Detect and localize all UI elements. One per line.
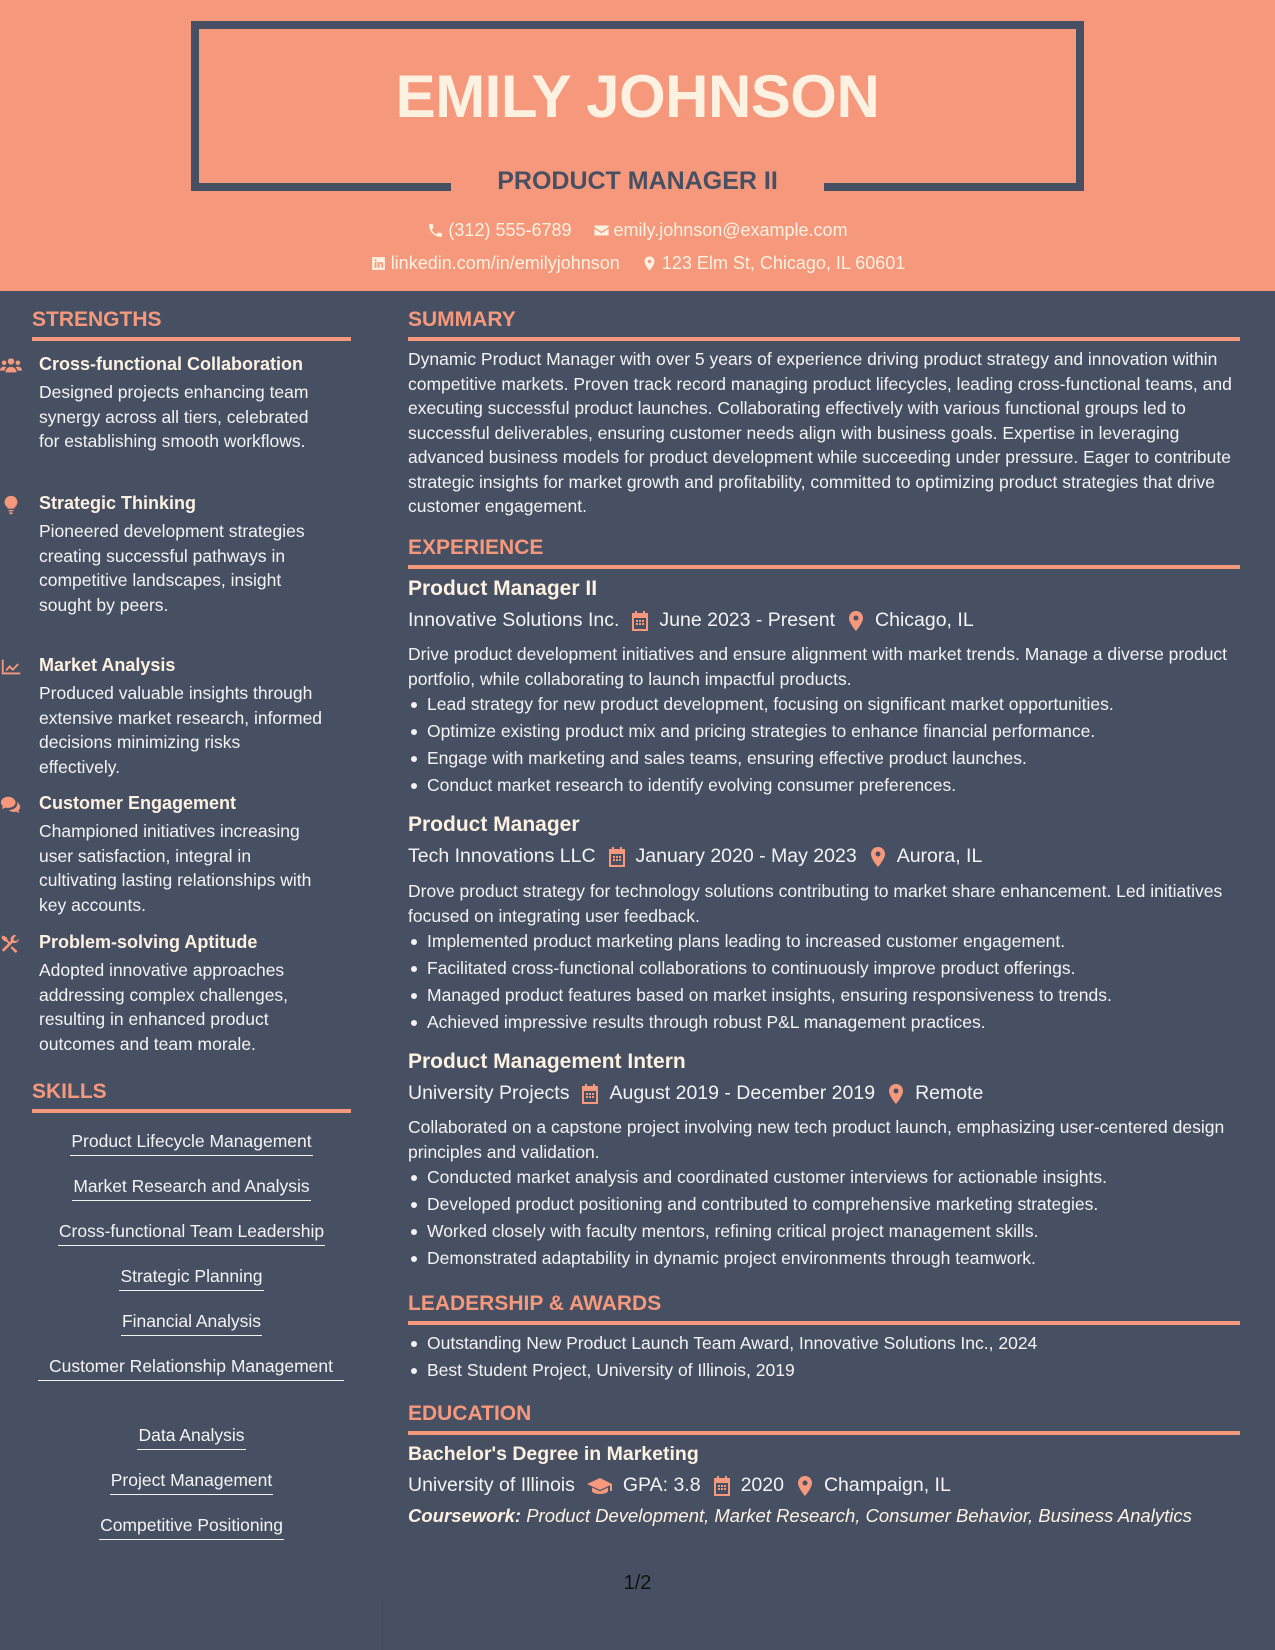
school-location: Champaign, IL [823,1474,951,1496]
list-item: Engage with marketing and sales teams, ensuring effective product launches. [408,746,1240,773]
linkedin-icon [370,255,387,272]
skill-item: Market Research and Analysis [32,1174,351,1201]
strength-title: Strategic Thinking [39,493,197,513]
company-name: University Projects [408,1082,570,1104]
calendar-icon [581,1084,599,1104]
job-meta [408,609,974,632]
job-bullets [408,692,1240,800]
awards-list [408,1331,1240,1385]
school-name: University of Illinois [408,1474,575,1496]
education-heading: EDUCATION [408,1402,1240,1435]
tools-icon [0,934,22,954]
experience-heading: EXPERIENCE [408,536,1240,569]
list-item: Implemented product marketing plans leading to increased customer engagement. [408,929,1240,956]
strength-title: Market Analysis [39,655,176,675]
job-description: Drive product development initiatives and ensure alignment with market trends. Manage a diverse product portfolio, while collaborating to launch impactful products. [408,644,1228,689]
job-location: Chicago, IL [875,609,974,631]
list-item: Worked closely with faculty mentors, refining critical project management skills. [408,1219,1240,1246]
calendar-icon [631,611,649,631]
list-item: Conduct market research to identify evolving consumer preferences. [408,773,1240,800]
graduation-cap-icon [587,1476,613,1496]
job-bullets [408,1165,1240,1273]
coursework-label: Coursework: [408,1505,522,1526]
phone-contact: (312) 555-6789 [427,220,571,241]
list-item: Achieved impressive results through robust P&L management practices. [408,1010,1240,1037]
coursework-list: Product Development, Market Research, Consumer Behavior, Business Analytics [526,1505,1192,1526]
job-dates: August 2019 - December 2019 [609,1082,876,1104]
strength-title: Problem-solving Aptitude [39,932,258,952]
company-name: Tech Innovations LLC [408,845,596,867]
list-item: Facilitated cross-functional collaborations to continuously improve product offerings. [408,956,1240,983]
job-location: Aurora, IL [896,845,983,867]
resume-header [0,0,1275,291]
strength-description: Designed projects enhancing team synergy across all tiers, celebrated for establishing smooth workflows. [39,382,309,451]
skill-item: Competitive Positioning [32,1513,351,1540]
list-item: Best Student Project, University of Illinois, 2019 [408,1358,1240,1385]
skill-item: Project Management [32,1468,351,1495]
list-item: Demonstrated adaptability in dynamic project environments through teamwork. [408,1246,1240,1273]
skill-item: Financial Analysis [32,1309,351,1336]
degree-title: Bachelor's Degree in Marketing [408,1443,699,1465]
strength-description: Pioneered development strategies creating successful pathways in competitive landscapes, insight sought by peers. [39,521,305,615]
strength-description: Championed initiatives increasing user satisfaction, integral in cultivating lasting relationships with key accounts. [39,821,312,915]
skills-heading: SKILLS [32,1080,351,1113]
job-title-heading: PRODUCT MANAGER II [497,167,778,195]
gpa: GPA: 3.8 [622,1474,701,1496]
phone-icon [427,222,444,239]
job-dates: January 2020 - May 2023 [635,845,857,867]
map-marker-icon [847,611,865,631]
education-meta [408,1474,951,1497]
address-contact: 123 Elm St, Chicago, IL 60601 [641,253,905,274]
email-contact[interactable]: emily.johnson@example.com [593,220,848,241]
list-item: Developed product positioning and contributed to comprehensive marketing strategies. [408,1192,1240,1219]
map-marker-icon [796,1476,814,1496]
page-number: 1/2 [623,1572,652,1594]
list-item: Lead strategy for new product development, focusing on significant market opportunities. [408,692,1240,719]
job-description: Collaborated on a capstone project involving new tech product launch, emphasizing user-centered design principles and validation. [408,1117,1225,1162]
job-position: Product Manager II [408,577,598,600]
linkedin-contact[interactable]: linkedin.com/in/emilyjohnson [370,253,620,274]
chart-line-icon [0,657,22,677]
envelope-icon [593,222,610,239]
graduation-year: 2020 [740,1474,784,1496]
job-location: Remote [915,1082,984,1104]
list-item: Conducted market analysis and coordinated customer interviews for actionable insights. [408,1165,1240,1192]
strength-description: Adopted innovative approaches addressing complex challenges, resulting in enhanced product outcomes and team morale. [39,960,289,1054]
strength-title: Cross-functional Collaboration [39,354,304,374]
calendar-icon [608,847,626,867]
job-meta [408,845,982,868]
candidate-name: EMILY JOHNSON [395,63,880,130]
coursework [408,1504,1208,1529]
job-dates: June 2023 - Present [659,609,836,631]
strengths-heading: STRENGTHS [32,308,351,341]
job-position: Product Management Intern [408,1050,686,1073]
calendar-icon [713,1476,731,1496]
skill-item: Data Analysis [32,1423,351,1450]
list-item: Managed product features based on market insights, ensuring responsiveness to trends. [408,983,1240,1010]
skill-item: Cross-functional Team Leadership [32,1219,351,1246]
job-description: Drove product strategy for technology solutions contributing to market share enhancement. Led initiatives focused on integrating user feedback. [408,881,1223,926]
users-icon [0,356,22,376]
summary-text: Dynamic Product Manager with over 5 years of experience driving product strategy and innovation within competitive markets. Proven track record managing product lifecycles, leading cross-functional teams, and executing successful product launches. Collaborating effectively with various functional groups led to successful deliverables, ensuring customer needs align with business goals. Expertise in leveraging advanced business models for product development while succeeding under pressure. Eager to contribute strategic insights for market growth and profitability, committed to optimizing product strategies that drive customer engagement. [408,349,1232,516]
list-item: Outstanding New Product Launch Team Award, Innovative Solutions Inc., 2024 [408,1331,1240,1358]
strength-title: Customer Engagement [39,793,237,813]
skill-item: Strategic Planning [32,1264,351,1291]
job-meta [408,1082,983,1105]
job-bullets [408,929,1240,1037]
strength-description: Produced valuable insights through extensive market research, informed decisions minimizing risks effectively. [39,683,323,777]
skill-item: Customer Relationship Management [32,1354,351,1381]
comments-icon [0,795,22,815]
company-name: Innovative Solutions Inc. [408,609,620,631]
column-divider [382,1600,383,1650]
map-marker-icon [869,847,887,867]
leadership-heading: LEADERSHIP & AWARDS [408,1292,1240,1325]
contact-row-2 [0,253,1275,277]
summary-heading: SUMMARY [408,308,1240,341]
map-marker-icon [887,1084,905,1104]
lightbulb-icon [0,495,22,515]
map-marker-icon [641,255,658,272]
list-item: Optimize existing product mix and pricing strategies to enhance financial performance. [408,719,1240,746]
skill-item: Product Lifecycle Management [32,1129,351,1156]
contact-row-1 [0,220,1275,244]
job-position: Product Manager [408,813,580,836]
